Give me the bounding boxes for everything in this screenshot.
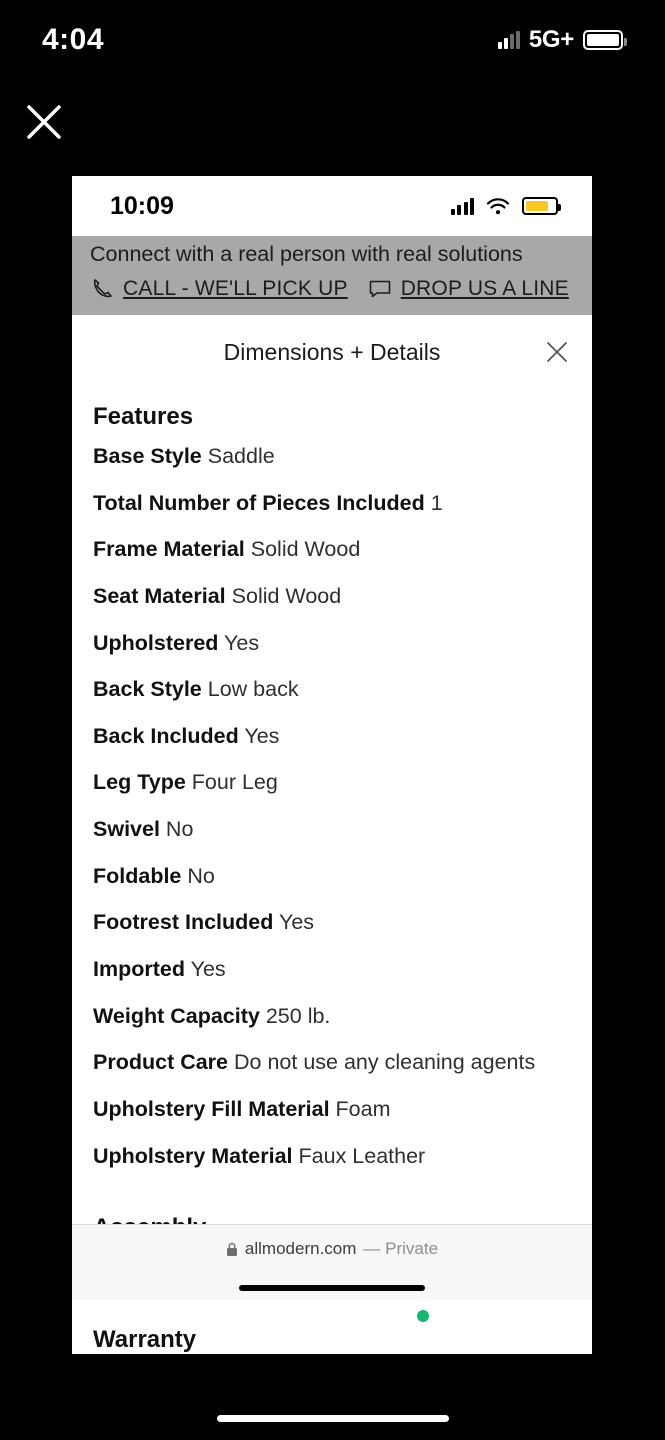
spec-value: Yes: [190, 957, 226, 982]
message-link-label: DROP US A LINE: [400, 277, 569, 300]
browser-bottom-bar: [72, 1224, 592, 1300]
call-link-label: CALL - WE'LL PICK UP: [123, 277, 348, 300]
call-link[interactable]: [90, 277, 348, 301]
modal-header: [72, 315, 592, 389]
network-type-label: 5G+: [528, 26, 574, 53]
phone-icon: [90, 277, 114, 301]
page-dot[interactable]: [387, 1310, 399, 1322]
spec-row: [93, 958, 572, 982]
spec-value: 1: [430, 490, 443, 515]
spec-label: Weight Capacity: [93, 1003, 260, 1028]
signal-bars-icon: [451, 198, 475, 215]
spec-value: Yes: [244, 723, 280, 748]
spec-label: Upholstery Material: [93, 1143, 293, 1168]
spec-row: [93, 725, 572, 749]
modal-title: Dimensions + Details: [223, 338, 441, 365]
inner-status-bar: [72, 176, 592, 236]
spec-value: Four Leg: [191, 770, 278, 795]
home-indicator: [217, 1415, 449, 1422]
spec-list: [72, 403, 592, 1354]
spec-row: [93, 818, 572, 842]
contact-actions: [72, 277, 592, 301]
spec-label: Imported: [93, 957, 185, 982]
spec-value: Do not use any cleaning agents: [234, 1050, 536, 1075]
device-status-bar: [0, 0, 665, 80]
battery-icon: [583, 30, 623, 50]
spec-row: [93, 771, 572, 795]
contact-headline: Connect with a real person with real solutions: [90, 242, 523, 266]
battery-icon: [522, 197, 558, 215]
spec-row: [93, 632, 572, 656]
spec-value: 250 lb.: [265, 1003, 331, 1028]
lock-icon: [226, 1242, 238, 1257]
page-dot[interactable]: [267, 1310, 279, 1322]
spec-row: [93, 1005, 572, 1029]
message-link[interactable]: [368, 277, 569, 301]
inner-home-indicator: [239, 1285, 425, 1291]
inner-clock: 10:09: [110, 191, 174, 220]
spec-row: [93, 1145, 572, 1169]
close-icon[interactable]: [22, 100, 66, 144]
url-domain: allmodern.com: [244, 1239, 357, 1258]
private-label: — Private: [363, 1239, 439, 1258]
spec-row: [93, 1098, 572, 1122]
contact-strip: [72, 236, 592, 315]
spec-label: Base Style: [93, 444, 202, 468]
wifi-icon: [486, 197, 510, 215]
page-indicator-dots[interactable]: [0, 1310, 665, 1322]
spec-value: Solid Wood: [231, 583, 342, 608]
page-dot[interactable]: [177, 1310, 189, 1322]
close-icon[interactable]: [542, 337, 572, 367]
spec-label: Frame Material: [93, 537, 245, 562]
spec-label: Back Style: [93, 677, 202, 702]
spec-value: Yes: [224, 630, 260, 655]
spec-value: No: [187, 863, 215, 888]
spec-row: [93, 445, 572, 469]
page-dot[interactable]: [297, 1310, 309, 1322]
spec-label: Upholstery Fill Material: [93, 1096, 330, 1121]
spec-row: [93, 911, 572, 935]
device-status-icons: [498, 26, 623, 54]
page-dot-active[interactable]: [417, 1310, 429, 1322]
spec-label: Upholstered: [93, 630, 219, 655]
page-dot[interactable]: [207, 1310, 219, 1322]
page-dot[interactable]: [237, 1310, 249, 1322]
section-heading-features: Features: [93, 403, 194, 430]
chat-bubble-icon: [368, 277, 392, 301]
spec-value: Saddle: [207, 444, 275, 468]
spec-label: Swivel: [93, 817, 160, 842]
spec-row: [93, 1051, 572, 1075]
url-display[interactable]: [226, 1239, 438, 1259]
spec-label: Product Care: [93, 1050, 229, 1075]
spec-row: [93, 865, 572, 889]
spec-row: [93, 585, 572, 609]
spec-value: Solid Wood: [250, 537, 361, 562]
spec-row: [93, 678, 572, 702]
section-heading-warranty: Warranty: [93, 1325, 197, 1353]
spec-label: Total Number of Pieces Included: [93, 490, 425, 515]
inner-status-icons: [451, 197, 559, 215]
spec-value: Low back: [207, 677, 299, 702]
spec-value: Yes: [278, 910, 315, 935]
page-dot[interactable]: [327, 1310, 339, 1322]
signal-bars-icon: [498, 31, 520, 49]
spec-label: Footrest Included: [93, 910, 274, 935]
spec-row: [93, 492, 572, 516]
spec-label: Seat Material: [93, 583, 226, 608]
spec-row: [93, 538, 572, 562]
spec-label: Back Included: [93, 723, 239, 748]
browser-screenshot-card[interactable]: [72, 176, 592, 1353]
spec-value: No: [165, 817, 194, 842]
page-dot[interactable]: [357, 1310, 369, 1322]
page-dot[interactable]: [447, 1310, 459, 1322]
spec-label: Foldable: [93, 863, 182, 888]
spec-value: Faux Leather: [298, 1143, 426, 1168]
device-clock: 4:04: [42, 23, 105, 56]
spec-value: Foam: [335, 1096, 391, 1121]
spec-label: Leg Type: [93, 770, 186, 795]
page-dot[interactable]: [477, 1310, 489, 1322]
